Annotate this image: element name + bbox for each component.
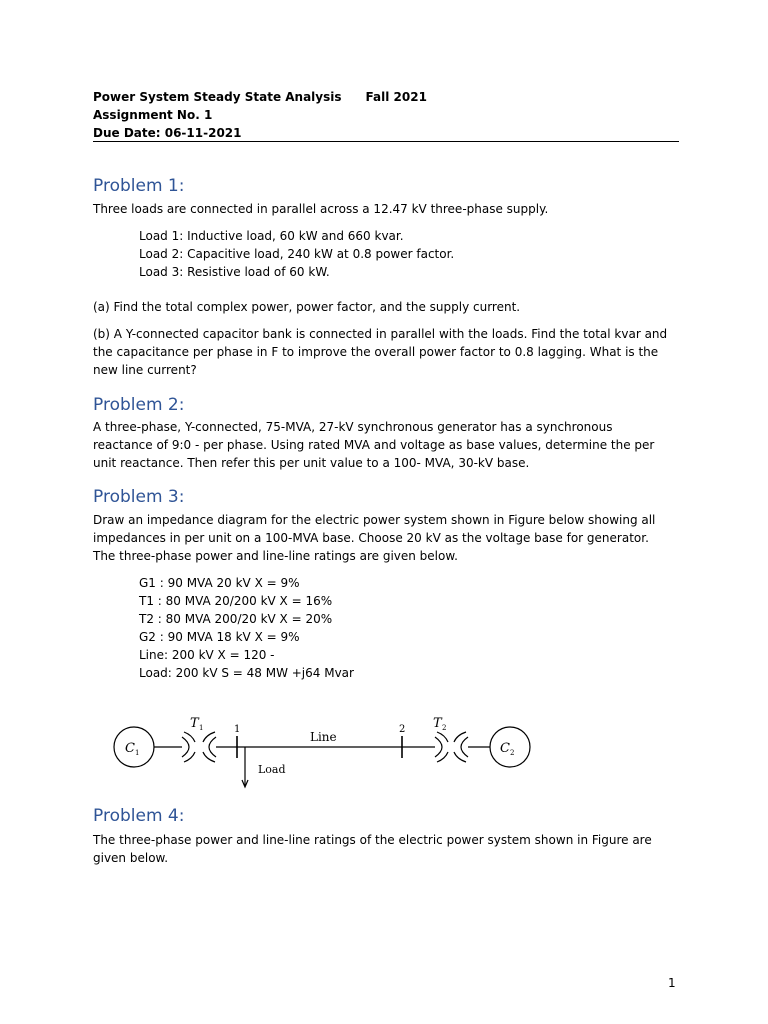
- problem-2-text: A three-phase, Y-connected, 75-MVA, 27-kV synchronous generator has a synchronous reactance of 9:0 - per phase. Using rated MVA and voltage as base values, determine the per unit reactance. Then refer this per unit value to a 100- MVA, 30-kV base.: [93, 420, 655, 470]
- g2-subscript: 2: [510, 749, 515, 757]
- bus-1-label: 1: [234, 724, 241, 735]
- load-item: Load 3: Resistive load of 60 kW.: [139, 265, 330, 279]
- generator-2-symbol: [490, 727, 530, 767]
- problem-3-text: Draw an impedance diagram for the electric power system shown in Figure below showing all impedances in per unit on a 100-MVA base. Choose 20 kV as the voltage base for generator. The three-phase power and line-line ratings are given below.: [93, 513, 656, 563]
- problem-3-heading: Problem 3:: [93, 487, 185, 507]
- problem-1-intro: Three loads are connected in parallel across a 12.47 kV three-phase supply.: [93, 202, 549, 216]
- rating-item: Line: 200 kV X = 120 -: [139, 648, 275, 662]
- rating-item: G1 : 90 MVA 20 kV X = 9%: [139, 576, 300, 590]
- rating-item: G2 : 90 MVA 18 kV X = 9%: [139, 630, 300, 644]
- g1-subscript: 1: [135, 749, 140, 757]
- due-date: Due Date: 06-11-2021: [93, 126, 242, 140]
- t1-label: T: [190, 716, 199, 731]
- problem-1-part-a: (a) Find the total complex power, power factor, and the supply current.: [93, 300, 521, 314]
- term: Fall 2021: [365, 90, 427, 104]
- transformer-1-secondary-bottom: [203, 752, 215, 762]
- load-item: Load 2: Capacitive load, 240 kW at 0.8 power factor.: [139, 247, 455, 261]
- bus-2-label: 2: [399, 724, 406, 735]
- rating-item: T2 : 80 MVA 200/20 kV X = 20%: [139, 612, 333, 626]
- page-number: 1: [668, 976, 676, 990]
- problem-2-heading: Problem 2:: [93, 395, 185, 415]
- transformer-2-primary-winding: [435, 737, 442, 757]
- one-line-diagram: [100, 712, 550, 790]
- t1-subscript: 1: [199, 724, 204, 732]
- document-header: [93, 88, 679, 142]
- problem-4-heading: Problem 4:: [93, 806, 185, 826]
- t2-subscript: 2: [442, 724, 447, 732]
- load-item: Load 1: Inductive load, 60 kW and 660 kvar.: [139, 229, 404, 243]
- problem-1-heading: Problem 1:: [93, 176, 185, 196]
- transformer-1-primary-winding: [182, 737, 189, 757]
- problem-1-load-list: [139, 227, 454, 281]
- problem-4-text: The three-phase power and line-line ratings of the electric power system shown in Figure are given below.: [93, 833, 652, 865]
- load-label: Load: [258, 763, 286, 776]
- header-divider: [93, 141, 679, 142]
- g2-label: C: [500, 741, 510, 756]
- rating-item: T1 : 80 MVA 20/200 kV X = 16%: [139, 594, 333, 608]
- g1-label: C: [125, 741, 135, 756]
- transformer-1-secondary-winding: [209, 737, 216, 757]
- rating-item: Load: 200 kV S = 48 MW +j64 Mvar: [139, 666, 354, 680]
- problem-1-part-b: (b) A Y-connected capacitor bank is connected in parallel with the loads. Find the total kvar and the capacitance per phase in F to improve the overall power factor to 0.8 lagging. What is the new line current?: [93, 327, 668, 377]
- t2-label: T: [433, 716, 442, 731]
- problem-3-ratings-list: [139, 574, 354, 682]
- course-title: Power System Steady State Analysis: [93, 90, 342, 104]
- assignment-number: Assignment No. 1: [93, 108, 213, 122]
- transformer-2-secondary-winding: [461, 737, 468, 757]
- line-label: Line: [310, 730, 337, 744]
- transformer-1-secondary-top: [203, 732, 215, 742]
